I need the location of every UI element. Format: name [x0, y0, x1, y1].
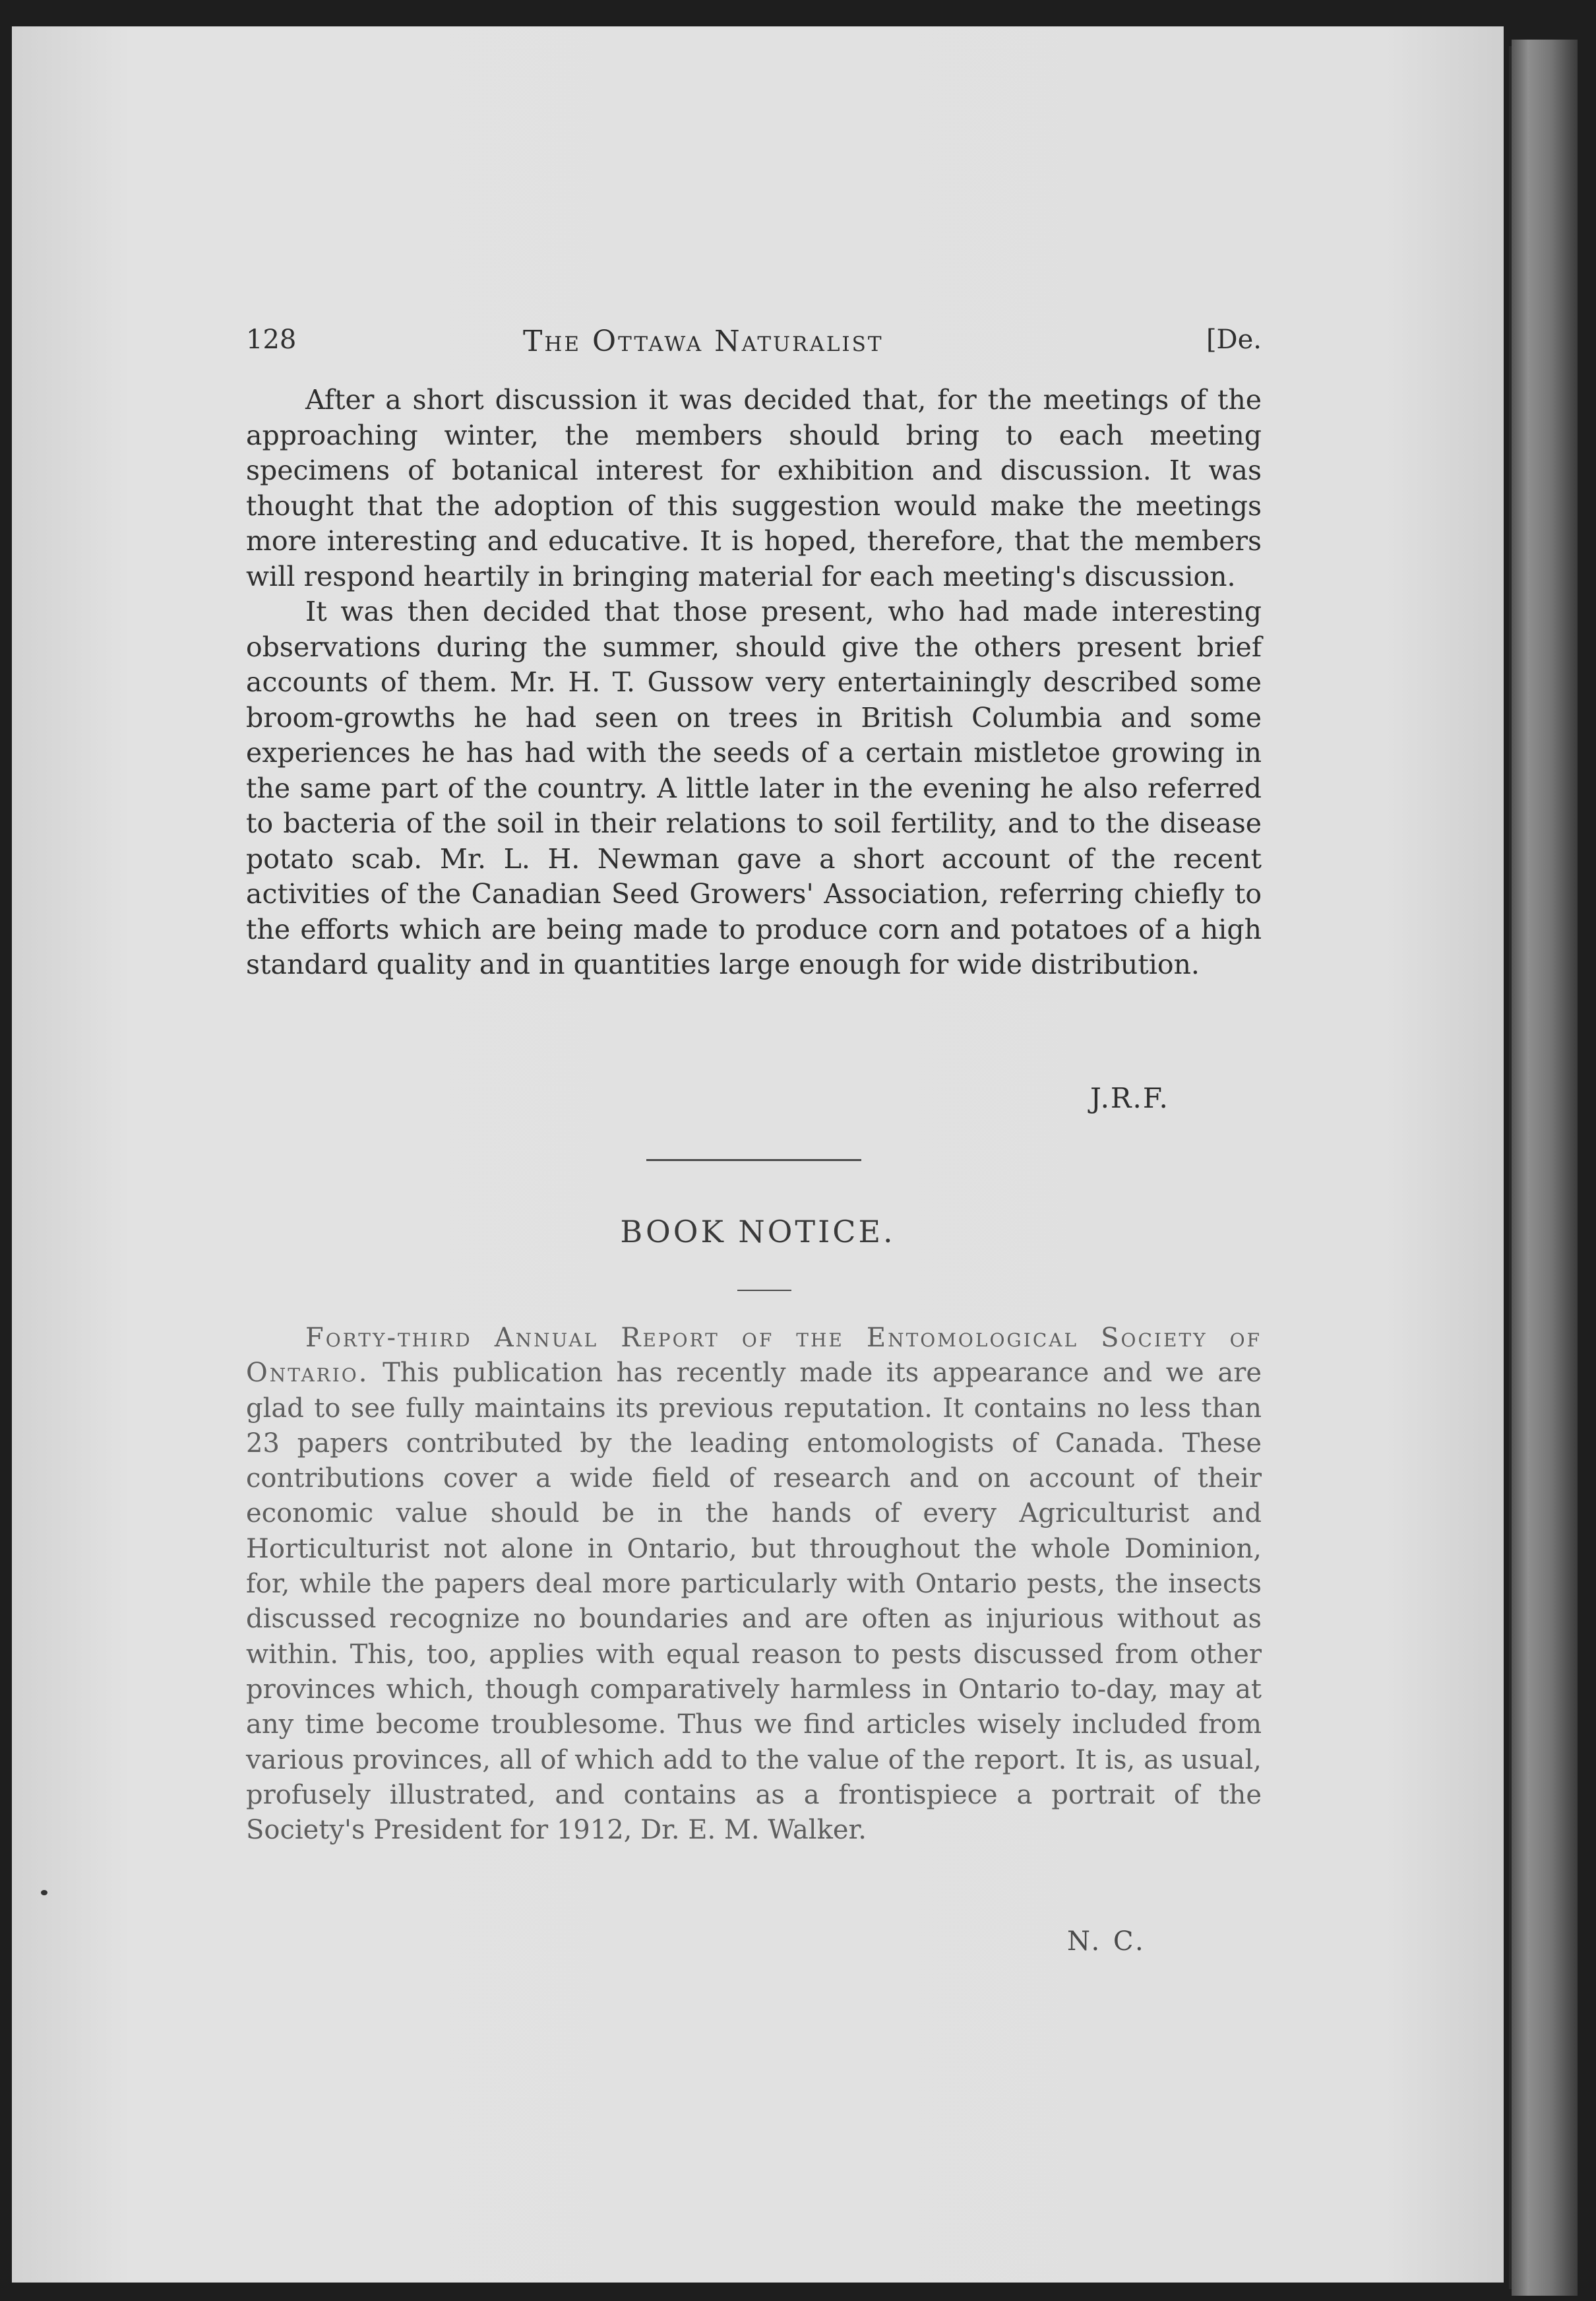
- notice-signature: N. C.: [1067, 1926, 1146, 1957]
- report-signature: J.R.F.: [1090, 1082, 1169, 1114]
- meeting-report: [246, 383, 1262, 983]
- book-notice-heading: BOOK NOTICE.: [620, 1214, 896, 1249]
- book-notice-body: [246, 1321, 1262, 1848]
- heading-underline: [737, 1290, 791, 1291]
- section-divider: [646, 1159, 861, 1161]
- report-paragraph-2: It was then decided that those present, who had made interesting observations during the summer, should give the others present brief accounts of them. Mr. H. T. Gussow very entertainingly described some broom-growths he had seen on trees in British Columbia and some experiences he has had with the seeds of a certain mistletoe growing in the same part of the country. A little later in the evening he also referred to bacteria of the soil in their relations to soil fertility, and to the disease potato scab. Mr. L. H. Newman gave a short account of the recent activities of the Canadian Seed Growers' Association, referring chiefly to the efforts which are being made to produce corn and potatoes of a high standard quality and in quantities large enough for wide distribution.: [246, 596, 1262, 980]
- book-notice-text: This publication has recently made its appearance and we are glad to see fully maintains its previous reputation. It contains no less than 23 papers contributed by the leading entomologists of Canada. These contributions cover a wide field of research and on account of their economic value should be in the hands of every Agriculturist and Horticulturist not alone in Ontario, but throughout the whole Dominion, for, while the papers deal more particularly with Ontario pests, the insects discussed recognize no boundaries and are often as injurious without as within. This, too, applies with equal reason to pests discussed from other provinces which, though comparatively harmless in Ontario to-day, may at any time become troublesome. Thus we find articles wisely included from various provinces, all of which add to the value of the report. It is, as usual, profusely illustrated, and contains as a frontispiece a portrait of the Society's President for 1912, Dr. E. M. Walker.: [246, 1358, 1262, 1846]
- issue-reference: [De.: [1206, 325, 1262, 355]
- report-title: Forty-third Annual Report of the Entomological Society of Ontario.: [246, 1323, 1262, 1389]
- report-paragraph-1: After a short discussion it was decided that, for the meetings of the approaching winter, the members should bring to each meeting specimens of botanical interest for exhibition and discussion. It was thought that the adoption of this suggestion would make the meetings more interesting and educative. It is hoped, therefore, that the members will respond heartily in bringing material for each meeting's discussion.: [246, 384, 1262, 592]
- scan-speck: [41, 1890, 47, 1895]
- page-number: 128: [246, 325, 297, 355]
- book-notice-paragraph: [246, 1321, 1262, 1848]
- running-title: The Ottawa Naturalist: [523, 325, 884, 358]
- paper-page: [12, 26, 1504, 2283]
- page-header: [246, 325, 1262, 364]
- book-edge: [1512, 40, 1578, 2296]
